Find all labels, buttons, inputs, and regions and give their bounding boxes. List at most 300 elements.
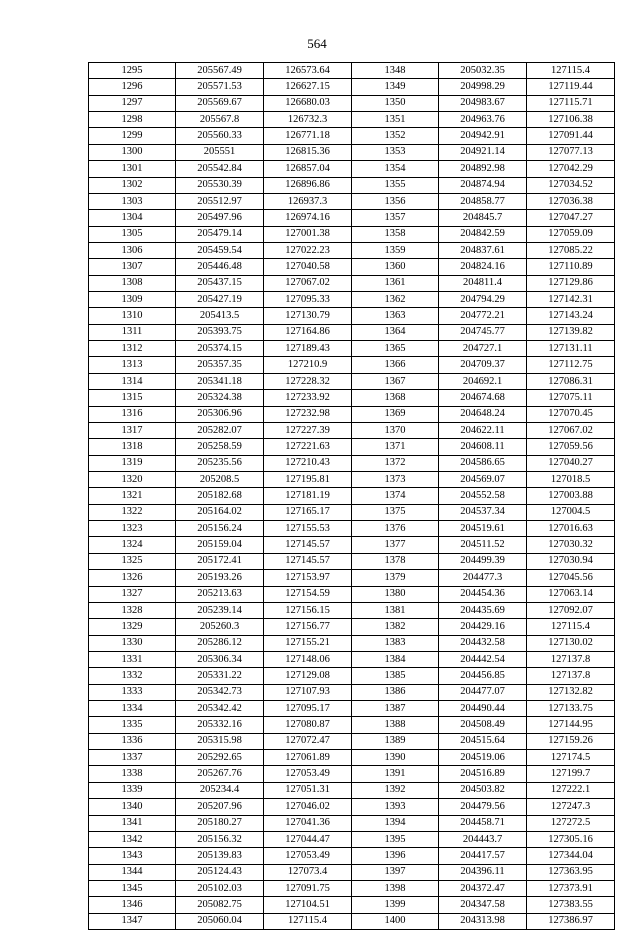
- x-coordinate-left: 205124.43: [176, 864, 264, 880]
- point-number-right: 1360: [352, 259, 439, 275]
- point-number-left: 1306: [89, 242, 176, 258]
- x-coordinate-left: 205571.53: [176, 79, 264, 95]
- y-coordinate-right: 127003.88: [527, 488, 615, 504]
- y-coordinate-right: 127030.94: [527, 553, 615, 569]
- x-coordinate-left: 205342.42: [176, 701, 264, 717]
- point-number-right: 1387: [352, 701, 439, 717]
- y-coordinate-right: 127036.38: [527, 193, 615, 209]
- y-coordinate-right: 127222.1: [527, 782, 615, 798]
- table-row: [89, 815, 615, 831]
- table-row: [89, 864, 615, 880]
- x-coordinate-left: 205341.18: [176, 373, 264, 389]
- y-coordinate-left: 127091.75: [264, 880, 352, 896]
- x-coordinate-right: 204347.58: [439, 897, 527, 913]
- table-row: [89, 897, 615, 913]
- table-row: [89, 684, 615, 700]
- y-coordinate-left: 127053.49: [264, 766, 352, 782]
- y-coordinate-left: 127053.49: [264, 848, 352, 864]
- y-coordinate-left: 126896.86: [264, 177, 352, 193]
- x-coordinate-left: 205393.75: [176, 324, 264, 340]
- table-row: [89, 471, 615, 487]
- table-row: [89, 390, 615, 406]
- table-row: [89, 750, 615, 766]
- point-number-right: 1364: [352, 324, 439, 340]
- y-coordinate-right: 127159.26: [527, 733, 615, 749]
- point-number-right: 1391: [352, 766, 439, 782]
- point-number-right: 1355: [352, 177, 439, 193]
- x-coordinate-right: 204499.39: [439, 553, 527, 569]
- x-coordinate-right: 204508.49: [439, 717, 527, 733]
- y-coordinate-left: 126974.16: [264, 210, 352, 226]
- y-coordinate-right: 127133.75: [527, 701, 615, 717]
- point-number-right: 1353: [352, 144, 439, 160]
- y-coordinate-right: 127112.75: [527, 357, 615, 373]
- x-coordinate-right: 204727.1: [439, 341, 527, 357]
- point-number-right: 1349: [352, 79, 439, 95]
- x-coordinate-right: 204772.21: [439, 308, 527, 324]
- table-row: [89, 439, 615, 455]
- table-row: [89, 619, 615, 635]
- y-coordinate-left: 127227.39: [264, 422, 352, 438]
- point-number-left: 1301: [89, 161, 176, 177]
- table-row: [89, 668, 615, 684]
- point-number-left: 1343: [89, 848, 176, 864]
- point-number-right: 1377: [352, 537, 439, 553]
- point-number-left: 1324: [89, 537, 176, 553]
- y-coordinate-right: 127086.31: [527, 373, 615, 389]
- y-coordinate-right: 127059.56: [527, 439, 615, 455]
- y-coordinate-left: 126857.04: [264, 161, 352, 177]
- y-coordinate-left: 127022.23: [264, 242, 352, 258]
- point-number-right: 1379: [352, 570, 439, 586]
- y-coordinate-left: 127155.53: [264, 521, 352, 537]
- x-coordinate-left: 205331.22: [176, 668, 264, 684]
- point-number-right: 1383: [352, 635, 439, 651]
- y-coordinate-left: 127001.38: [264, 226, 352, 242]
- point-number-right: 1368: [352, 390, 439, 406]
- y-coordinate-right: 127085.22: [527, 242, 615, 258]
- x-coordinate-left: 205427.19: [176, 292, 264, 308]
- y-coordinate-left: 127051.31: [264, 782, 352, 798]
- y-coordinate-right: 127016.63: [527, 521, 615, 537]
- x-coordinate-left: 205567.8: [176, 112, 264, 128]
- y-coordinate-left: 126815.36: [264, 144, 352, 160]
- point-number-left: 1333: [89, 684, 176, 700]
- point-number-left: 1305: [89, 226, 176, 242]
- x-coordinate-left: 205292.65: [176, 750, 264, 766]
- table-row: [89, 357, 615, 373]
- x-coordinate-left: 205306.96: [176, 406, 264, 422]
- point-number-left: 1296: [89, 79, 176, 95]
- x-coordinate-left: 205156.24: [176, 521, 264, 537]
- table-row: [89, 161, 615, 177]
- point-number-right: 1395: [352, 831, 439, 847]
- x-coordinate-left: 205258.59: [176, 439, 264, 455]
- x-coordinate-left: 205193.26: [176, 570, 264, 586]
- x-coordinate-right: 204503.82: [439, 782, 527, 798]
- x-coordinate-left: 205286.12: [176, 635, 264, 651]
- table-row: [89, 717, 615, 733]
- y-coordinate-left: 127095.33: [264, 292, 352, 308]
- y-coordinate-left: 127044.47: [264, 831, 352, 847]
- y-coordinate-left: 127232.98: [264, 406, 352, 422]
- x-coordinate-left: 205207.96: [176, 799, 264, 815]
- point-number-left: 1314: [89, 373, 176, 389]
- point-number-left: 1307: [89, 259, 176, 275]
- y-coordinate-left: 127145.57: [264, 553, 352, 569]
- point-number-right: 1398: [352, 880, 439, 896]
- table-row: [89, 455, 615, 471]
- y-coordinate-left: 127095.17: [264, 701, 352, 717]
- x-coordinate-left: 205267.76: [176, 766, 264, 782]
- x-coordinate-left: 205567.49: [176, 63, 264, 79]
- x-coordinate-left: 205182.68: [176, 488, 264, 504]
- y-coordinate-left: 126771.18: [264, 128, 352, 144]
- y-coordinate-right: 127130.02: [527, 635, 615, 651]
- x-coordinate-left: 205315.98: [176, 733, 264, 749]
- point-number-left: 1330: [89, 635, 176, 651]
- point-number-left: 1315: [89, 390, 176, 406]
- x-coordinate-right: 204892.98: [439, 161, 527, 177]
- y-coordinate-right: 127137.8: [527, 651, 615, 667]
- y-coordinate-right: 127077.13: [527, 144, 615, 160]
- y-coordinate-right: 127199.7: [527, 766, 615, 782]
- point-number-left: 1319: [89, 455, 176, 471]
- y-coordinate-right: 127075.11: [527, 390, 615, 406]
- x-coordinate-right: 204942.91: [439, 128, 527, 144]
- y-coordinate-right: 127115.71: [527, 95, 615, 111]
- point-number-left: 1326: [89, 570, 176, 586]
- y-coordinate-right: 127143.24: [527, 308, 615, 324]
- x-coordinate-left: 205260.3: [176, 619, 264, 635]
- point-number-right: 1357: [352, 210, 439, 226]
- point-number-left: 1303: [89, 193, 176, 209]
- x-coordinate-right: 204313.98: [439, 913, 527, 929]
- point-number-right: 1366: [352, 357, 439, 373]
- point-number-right: 1369: [352, 406, 439, 422]
- point-number-right: 1351: [352, 112, 439, 128]
- x-coordinate-right: 204396.11: [439, 864, 527, 880]
- x-coordinate-right: 204511.52: [439, 537, 527, 553]
- point-number-right: 1350: [352, 95, 439, 111]
- point-number-right: 1385: [352, 668, 439, 684]
- x-coordinate-right: 204515.64: [439, 733, 527, 749]
- point-number-left: 1332: [89, 668, 176, 684]
- x-coordinate-right: 204837.61: [439, 242, 527, 258]
- y-coordinate-right: 127115.4: [527, 619, 615, 635]
- y-coordinate-right: 127344.04: [527, 848, 615, 864]
- y-coordinate-right: 127119.44: [527, 79, 615, 95]
- table-row: [89, 488, 615, 504]
- x-coordinate-left: 205234.4: [176, 782, 264, 798]
- table-row: [89, 848, 615, 864]
- x-coordinate-right: 204516.89: [439, 766, 527, 782]
- table-row: [89, 422, 615, 438]
- x-coordinate-left: 205164.02: [176, 504, 264, 520]
- y-coordinate-left: 127181.19: [264, 488, 352, 504]
- x-coordinate-right: 204622.11: [439, 422, 527, 438]
- y-coordinate-left: 127228.32: [264, 373, 352, 389]
- point-number-left: 1318: [89, 439, 176, 455]
- x-coordinate-right: 204692.1: [439, 373, 527, 389]
- point-number-left: 1311: [89, 324, 176, 340]
- table-row: [89, 537, 615, 553]
- x-coordinate-left: 205446.48: [176, 259, 264, 275]
- point-number-left: 1341: [89, 815, 176, 831]
- table-row: [89, 341, 615, 357]
- x-coordinate-left: 205208.5: [176, 471, 264, 487]
- point-number-left: 1344: [89, 864, 176, 880]
- table-row: [89, 602, 615, 618]
- x-coordinate-right: 204537.34: [439, 504, 527, 520]
- x-coordinate-right: 204552.58: [439, 488, 527, 504]
- point-number-left: 1334: [89, 701, 176, 717]
- point-number-right: 1359: [352, 242, 439, 258]
- table-row: [89, 259, 615, 275]
- table-row: [89, 226, 615, 242]
- point-number-right: 1400: [352, 913, 439, 929]
- y-coordinate-left: 126680.03: [264, 95, 352, 111]
- y-coordinate-left: 127040.58: [264, 259, 352, 275]
- x-coordinate-right: 204442.54: [439, 651, 527, 667]
- y-coordinate-left: 127156.15: [264, 602, 352, 618]
- x-coordinate-left: 205235.56: [176, 455, 264, 471]
- y-coordinate-left: 127210.43: [264, 455, 352, 471]
- table-row: [89, 766, 615, 782]
- x-coordinate-right: 204608.11: [439, 439, 527, 455]
- y-coordinate-right: 127272.5: [527, 815, 615, 831]
- point-number-left: 1339: [89, 782, 176, 798]
- point-number-left: 1347: [89, 913, 176, 929]
- point-number-right: 1378: [352, 553, 439, 569]
- table-row: [89, 308, 615, 324]
- point-number-left: 1321: [89, 488, 176, 504]
- table-row: [89, 521, 615, 537]
- table-row: [89, 373, 615, 389]
- x-coordinate-right: 204824.16: [439, 259, 527, 275]
- point-number-right: 1399: [352, 897, 439, 913]
- x-coordinate-right: 204477.3: [439, 570, 527, 586]
- x-coordinate-left: 205082.75: [176, 897, 264, 913]
- y-coordinate-right: 127131.11: [527, 341, 615, 357]
- x-coordinate-right: 204456.85: [439, 668, 527, 684]
- x-coordinate-left: 205413.5: [176, 308, 264, 324]
- x-coordinate-left: 205357.35: [176, 357, 264, 373]
- x-coordinate-right: 204432.58: [439, 635, 527, 651]
- y-coordinate-left: 127165.17: [264, 504, 352, 520]
- y-coordinate-left: 127221.63: [264, 439, 352, 455]
- y-coordinate-left: 126627.15: [264, 79, 352, 95]
- y-coordinate-left: 127073.4: [264, 864, 352, 880]
- y-coordinate-right: 127047.27: [527, 210, 615, 226]
- x-coordinate-right: 205032.35: [439, 63, 527, 79]
- x-coordinate-left: 205542.84: [176, 161, 264, 177]
- y-coordinate-left: 127041.36: [264, 815, 352, 831]
- point-number-right: 1386: [352, 684, 439, 700]
- x-coordinate-right: 204963.76: [439, 112, 527, 128]
- point-number-right: 1370: [352, 422, 439, 438]
- table-row: [89, 242, 615, 258]
- x-coordinate-right: 204745.77: [439, 324, 527, 340]
- y-coordinate-left: 127145.57: [264, 537, 352, 553]
- y-coordinate-right: 127070.45: [527, 406, 615, 422]
- table-row: [89, 79, 615, 95]
- point-number-right: 1373: [352, 471, 439, 487]
- x-coordinate-left: 205479.14: [176, 226, 264, 242]
- point-number-right: 1371: [352, 439, 439, 455]
- table-row: [89, 193, 615, 209]
- table-row: [89, 831, 615, 847]
- y-coordinate-left: 126573.64: [264, 63, 352, 79]
- x-coordinate-right: 204569.07: [439, 471, 527, 487]
- point-number-right: 1352: [352, 128, 439, 144]
- y-coordinate-left: 126937.3: [264, 193, 352, 209]
- table-row: [89, 701, 615, 717]
- point-number-right: 1393: [352, 799, 439, 815]
- x-coordinate-left: 205560.33: [176, 128, 264, 144]
- table-row: [89, 275, 615, 291]
- point-number-left: 1322: [89, 504, 176, 520]
- point-number-right: 1382: [352, 619, 439, 635]
- x-coordinate-right: 204372.47: [439, 880, 527, 896]
- point-number-left: 1335: [89, 717, 176, 733]
- x-coordinate-right: 204429.16: [439, 619, 527, 635]
- y-coordinate-right: 127067.02: [527, 422, 615, 438]
- y-coordinate-left: 127156.77: [264, 619, 352, 635]
- y-coordinate-right: 127137.8: [527, 668, 615, 684]
- y-coordinate-right: 127115.4: [527, 63, 615, 79]
- point-number-left: 1338: [89, 766, 176, 782]
- point-number-right: 1356: [352, 193, 439, 209]
- y-coordinate-right: 127129.86: [527, 275, 615, 291]
- point-number-right: 1394: [352, 815, 439, 831]
- x-coordinate-left: 205139.83: [176, 848, 264, 864]
- coordinates-table: [88, 62, 615, 930]
- point-number-left: 1304: [89, 210, 176, 226]
- point-number-left: 1295: [89, 63, 176, 79]
- y-coordinate-right: 127110.89: [527, 259, 615, 275]
- x-coordinate-right: 204458.71: [439, 815, 527, 831]
- y-coordinate-left: 127148.06: [264, 651, 352, 667]
- table-row: [89, 210, 615, 226]
- point-number-left: 1325: [89, 553, 176, 569]
- y-coordinate-right: 127174.5: [527, 750, 615, 766]
- table-row: [89, 177, 615, 193]
- point-number-right: 1392: [352, 782, 439, 798]
- x-coordinate-left: 205159.04: [176, 537, 264, 553]
- y-coordinate-right: 127106.38: [527, 112, 615, 128]
- x-coordinate-left: 205374.15: [176, 341, 264, 357]
- x-coordinate-left: 205332.16: [176, 717, 264, 733]
- x-coordinate-right: 204417.57: [439, 848, 527, 864]
- point-number-right: 1384: [352, 651, 439, 667]
- x-coordinate-right: 204435.69: [439, 602, 527, 618]
- point-number-left: 1340: [89, 799, 176, 815]
- y-coordinate-right: 127142.31: [527, 292, 615, 308]
- point-number-left: 1300: [89, 144, 176, 160]
- y-coordinate-left: 126732.3: [264, 112, 352, 128]
- y-coordinate-right: 127018.5: [527, 471, 615, 487]
- x-coordinate-right: 204858.77: [439, 193, 527, 209]
- y-coordinate-right: 127139.82: [527, 324, 615, 340]
- table-row: [89, 128, 615, 144]
- point-number-left: 1313: [89, 357, 176, 373]
- table-row: [89, 880, 615, 896]
- y-coordinate-right: 127042.29: [527, 161, 615, 177]
- point-number-left: 1309: [89, 292, 176, 308]
- x-coordinate-right: 204519.06: [439, 750, 527, 766]
- table-row: [89, 95, 615, 111]
- x-coordinate-left: 205342.73: [176, 684, 264, 700]
- point-number-right: 1389: [352, 733, 439, 749]
- table-row: [89, 324, 615, 340]
- point-number-right: 1358: [352, 226, 439, 242]
- x-coordinate-left: 205102.03: [176, 880, 264, 896]
- y-coordinate-left: 127129.08: [264, 668, 352, 684]
- point-number-left: 1302: [89, 177, 176, 193]
- point-number-left: 1329: [89, 619, 176, 635]
- x-coordinate-right: 204921.14: [439, 144, 527, 160]
- y-coordinate-left: 127130.79: [264, 308, 352, 324]
- x-coordinate-right: 204709.37: [439, 357, 527, 373]
- y-coordinate-right: 127030.32: [527, 537, 615, 553]
- x-coordinate-right: 204519.61: [439, 521, 527, 537]
- page-number: 564: [307, 36, 327, 51]
- x-coordinate-right: 204443.7: [439, 831, 527, 847]
- point-number-left: 1308: [89, 275, 176, 291]
- x-coordinate-right: 204490.44: [439, 701, 527, 717]
- x-coordinate-left: 205324.38: [176, 390, 264, 406]
- y-coordinate-right: 127045.56: [527, 570, 615, 586]
- point-number-right: 1381: [352, 602, 439, 618]
- x-coordinate-left: 205060.04: [176, 913, 264, 929]
- y-coordinate-left: 127104.51: [264, 897, 352, 913]
- coordinates-table-body: [89, 63, 615, 930]
- x-coordinate-left: 205239.14: [176, 602, 264, 618]
- point-number-left: 1299: [89, 128, 176, 144]
- y-coordinate-right: 127386.97: [527, 913, 615, 929]
- x-coordinate-left: 205213.63: [176, 586, 264, 602]
- point-number-right: 1374: [352, 488, 439, 504]
- x-coordinate-left: 205437.15: [176, 275, 264, 291]
- point-number-left: 1316: [89, 406, 176, 422]
- point-number-left: 1320: [89, 471, 176, 487]
- point-number-left: 1331: [89, 651, 176, 667]
- y-coordinate-left: 127153.97: [264, 570, 352, 586]
- x-coordinate-right: 204674.68: [439, 390, 527, 406]
- table-row: [89, 63, 615, 79]
- table-row: [89, 292, 615, 308]
- y-coordinate-left: 127210.9: [264, 357, 352, 373]
- x-coordinate-left: 205156.32: [176, 831, 264, 847]
- point-number-left: 1346: [89, 897, 176, 913]
- y-coordinate-left: 127072.47: [264, 733, 352, 749]
- point-number-right: 1354: [352, 161, 439, 177]
- point-number-left: 1298: [89, 112, 176, 128]
- x-coordinate-right: 204842.59: [439, 226, 527, 242]
- point-number-right: 1367: [352, 373, 439, 389]
- table-row: [89, 504, 615, 520]
- point-number-right: 1361: [352, 275, 439, 291]
- point-number-left: 1323: [89, 521, 176, 537]
- x-coordinate-right: 204479.56: [439, 799, 527, 815]
- x-coordinate-left: 205551: [176, 144, 264, 160]
- point-number-left: 1342: [89, 831, 176, 847]
- point-number-right: 1365: [352, 341, 439, 357]
- y-coordinate-right: 127059.09: [527, 226, 615, 242]
- y-coordinate-right: 127034.52: [527, 177, 615, 193]
- y-coordinate-left: 127189.43: [264, 341, 352, 357]
